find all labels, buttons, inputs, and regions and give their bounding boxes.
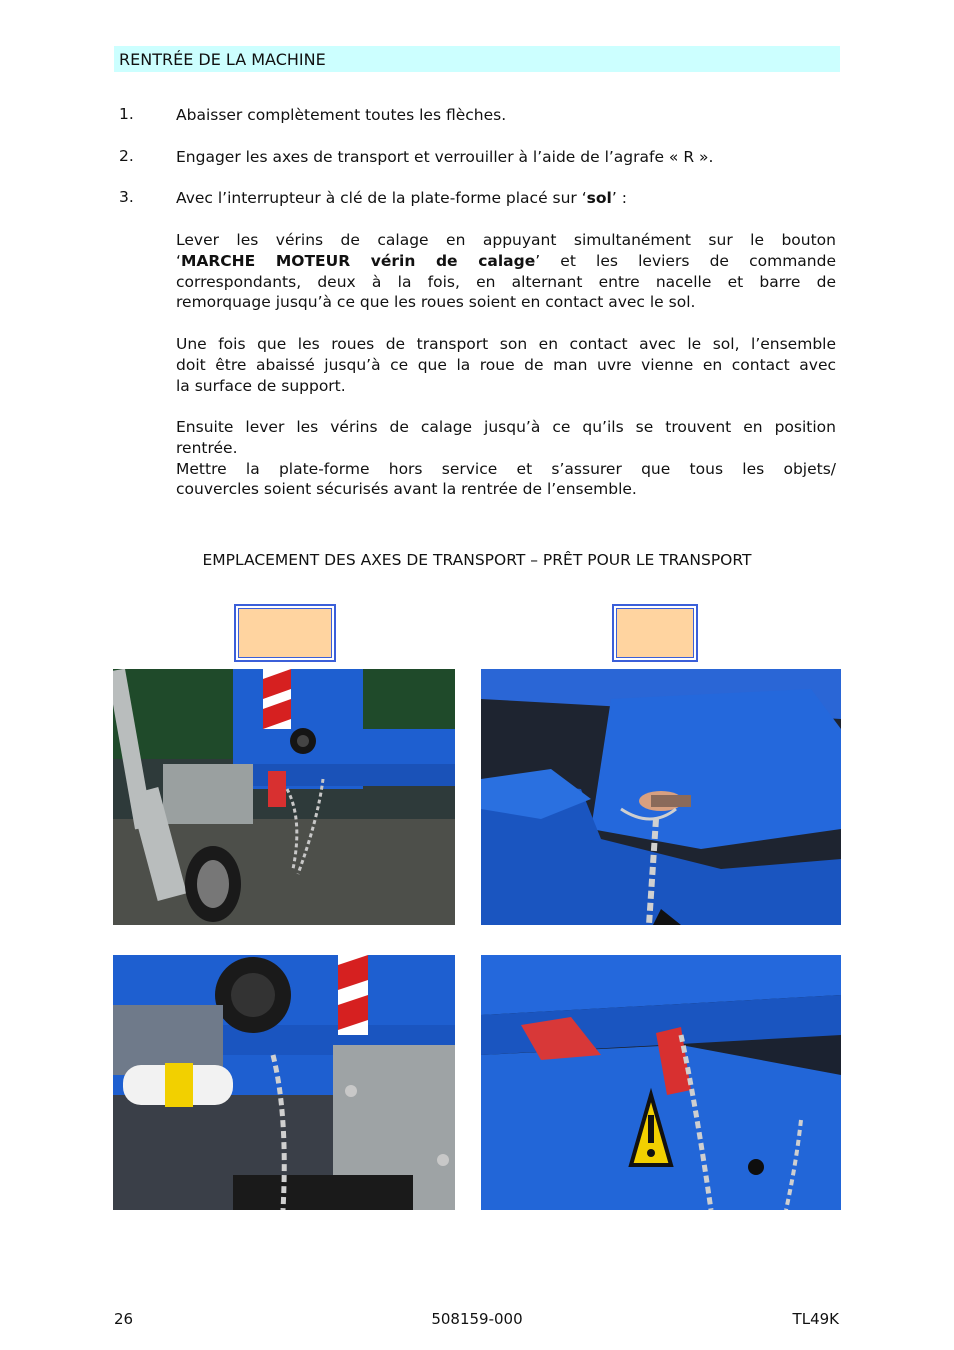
step-text: Abaisser complètement toutes les flèches. xyxy=(176,106,507,124)
callout-box-left xyxy=(234,604,336,662)
paragraph-lift-jacks: Lever les vérins de calage en appuyant simultanément sur le bouton ‘MARCHE MOTEUR vérin de calage’ et les leviers de commande correspondants, deux à la fois, en alternant entre nacelle et barre de remorquage jusqu’à ce que les roues soient en contact avec le sol. xyxy=(176,231,836,312)
section-header xyxy=(114,46,840,72)
photo-connector-and-pin xyxy=(113,955,455,1210)
step-text: Engager les axes de transport et verrouiller à l’aide de l’agrafe « R ». xyxy=(176,148,714,166)
paragraph-retract-jacks: Ensuite lever les vérins de calage jusqu’à ce qu’ils se trouvent en position rentrée. Mettre la plate-forme hors service et s’assurer que tous les objets/ couvercles soient sécurisés avant la rentrée de l’ensemble. xyxy=(176,418,836,499)
page-number: 26 xyxy=(114,1310,134,1328)
step-number: 3. xyxy=(119,188,134,206)
model-name: TL49K xyxy=(792,1310,839,1328)
step-number: 1. xyxy=(119,105,134,123)
step-number: 2. xyxy=(119,147,134,165)
photo-pin-with-warning-label xyxy=(481,955,841,1210)
section-title: EMPLACEMENT DES AXES DE TRANSPORT – PRÊT POUR LE TRANSPORT xyxy=(202,551,752,569)
paragraph-lower-assembly: Une fois que les roues de transport son en contact avec le sol, l’ensemble doit être abaissé jusqu’à ce que la roue de man uvre vienne en contact avec la surface de support. xyxy=(176,335,836,395)
section-header-title: RENTRÉE DE LA MACHINE xyxy=(119,50,326,69)
callout-box-right xyxy=(612,604,698,662)
doc-number: 508159-000 xyxy=(431,1310,523,1328)
photo-transport-pin-clip xyxy=(481,669,841,925)
photo-transport-pin-tow-bar xyxy=(113,669,455,925)
step-text: Avec l’interrupteur à clé de la plate-forme placé sur ‘sol’ : xyxy=(176,189,627,207)
